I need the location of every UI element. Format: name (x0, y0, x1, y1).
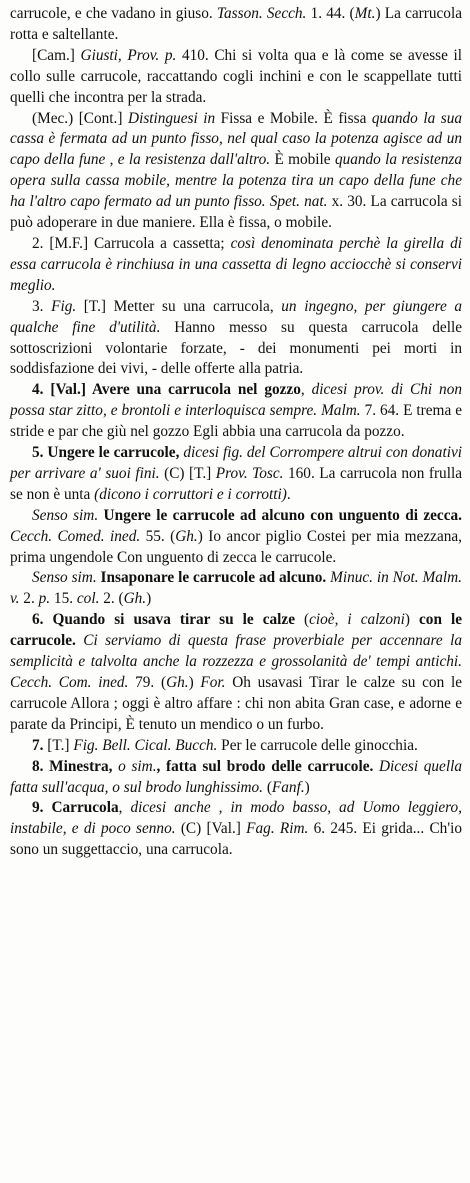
entry-paragraph-6 (10, 443, 462, 506)
text-run: quando la sua cassa è fermata ad un punto fisso, nel qual caso la potenza agisce ad un capo della fune , e la resistenza dall'altro. (10, 109, 462, 169)
text-run: Fag. Rim. (246, 820, 309, 838)
text-run: Fissa e Mobile. È fissa (215, 109, 372, 127)
text-run: Gh. (175, 527, 198, 545)
entry-paragraph-0 (10, 4, 462, 46)
text-run: carrucole, e che vadano in giuso. (10, 5, 217, 22)
text-run: Avere una carrucola nel gozzo (92, 381, 301, 399)
entry-paragraph-5 (10, 380, 462, 443)
entry-paragraph-9 (10, 610, 462, 735)
text-run: dicesi fig. del Corrompere altrui con donativi per arrivare a' suoi fini. (10, 444, 462, 482)
text-run: 410. Chi si volta qua e là come se avesse il collo sulle carrucole, raccattando cogli inchini e con le scappellate tutti quelli che incontra per la strada. (10, 46, 463, 106)
text-run: 6. 245. Ei grida... Ch'io sono un suggettaccio, una carrucola. (10, 820, 462, 859)
text-run: È mobile (270, 151, 335, 169)
text-run: 79. ( (128, 674, 167, 691)
text-run: , (118, 799, 131, 817)
text-run: 55. ( (140, 527, 176, 545)
text-run: [T.] Metter su una carrucola, (76, 297, 282, 315)
text-run: Cecch. Comed. ined. (10, 527, 141, 545)
text-run: 3. (32, 297, 52, 315)
text-run: Distinguesi in (128, 109, 216, 127)
entry-paragraph-1 (10, 46, 462, 109)
text-run: 15. (50, 590, 77, 608)
entry-paragraph-10 (10, 736, 462, 757)
text-run: ) (188, 674, 201, 691)
text-run: Fanf. (271, 778, 305, 796)
entry-paragraph-11 (10, 757, 462, 799)
text-run: ) (146, 590, 152, 608)
text-run: 2. (19, 590, 39, 608)
text-run: 1. 44. ( (306, 5, 355, 22)
text-run: dicesi prov. di Chi non possa star zitto, e brontoli e interloquisca sempre. Malm. (10, 381, 462, 420)
text-run: Oh usavasi Tirar le calze su con le carrucole Allora ; oggi è altro affare : chi non abita Gran case, e adorne e parate da Principi, È tenuto un mendico o un furbo. (10, 674, 462, 733)
text-run: , (300, 381, 312, 399)
text-run: Gh. (123, 590, 147, 608)
text-run: (C) [T.] (159, 464, 216, 482)
text-run: ) (304, 778, 310, 796)
text-run: Minuc. in Not. Malm. v. (10, 569, 462, 608)
text-run: (dicono i corruttori e i corrotti) (94, 485, 287, 503)
text-run: col. (76, 590, 100, 608)
text-run: 5. Ungere le carrucole, (32, 444, 184, 462)
text-run: ( (263, 778, 272, 796)
text-run: [Cam.] (32, 46, 81, 64)
text-run: ( (294, 611, 310, 629)
text-run: 7. 64. E trema e stride e par che giù nel gozzo Egli abbia una carrucola da pozzo. (10, 402, 462, 441)
text-run: Insaponare le carrucole ad alcuno. (100, 569, 327, 587)
text-run: ) (404, 611, 420, 629)
text-run: Per le carrucole delle ginocchia. (217, 736, 418, 754)
text-run: Gh. (166, 674, 189, 691)
text-run: 2. ( (99, 590, 124, 608)
text-run: ) La carrucola rotta e saltellante. (10, 5, 462, 43)
text-run: così denominata perchè la girella di essa carrucola è rinchiusa in una cassetta di legno acciocchè si conservi meglio. (10, 234, 462, 294)
text-run: Giusti, Prov. p. (80, 46, 177, 64)
text-run: un ingegno, per giungere a qualche fine d'utilità. (10, 297, 462, 336)
text-run: Senso sim. (32, 506, 104, 524)
text-run: 7. (32, 736, 48, 754)
text-run: Ungere le carrucole ad alcuno con unguento di zecca. (103, 506, 462, 524)
text-run: Dicesi quella fatta sull'acqua, o sul brodo lunghissimo. (10, 757, 462, 796)
text-run: 8. Minestra, (32, 757, 119, 775)
text-run: o sim. (118, 757, 157, 775)
text-run: 160. La carrucola non frulla se non è unta (10, 464, 462, 503)
text-run: 9. Carrucola (32, 799, 119, 817)
text-run: con le carrucole. (10, 611, 463, 650)
text-run: Mt. (354, 5, 376, 22)
text-run: 4. [Val.] (32, 381, 92, 399)
entry-paragraph-7 (10, 506, 462, 569)
text-run: 2. [M.F.] Carrucola a cassetta; (32, 234, 231, 252)
text-run: cioè, i calzoni (309, 611, 405, 629)
text-run: quando la resistenza opera sulla cassa mobile, mentre la potenza tira un capo della fune che ha l'altro capo fermato ad un punto fisso. Spet. nat. (10, 151, 462, 211)
text-run: Fig. Bell. Cical. Bucch. (73, 736, 218, 754)
text-run: Fig. (51, 297, 77, 315)
text-run: dicesi anche , in modo basso, ad Uomo leggiero, instabile, e di poco senno. (10, 799, 462, 838)
text-run: Senso sim. (32, 569, 101, 587)
text-run: 6. Quando si usava tirar su le calze (32, 611, 295, 629)
text-run: Prov. Tosc. (215, 464, 284, 482)
text-run: . (286, 485, 291, 503)
text-run: Tasson. Secch. (216, 5, 307, 22)
text-run: Hanno messo su questa carrucola delle sottoscrizioni volontarie forzate, - dei monumenti pei morti in soddisfazione dei vivi, - delle offerte alla patria. (10, 318, 462, 378)
text-run: x. 30. La carrucola si può adoperare in due maniere. Ella è fissa, o mobile. (10, 193, 462, 232)
entry-paragraph-8 (10, 568, 462, 610)
entry-paragraph-2 (10, 109, 462, 234)
text-run: p. (38, 590, 51, 608)
text-run: [T.] (47, 736, 74, 754)
text-run: ) Io ancor piglio Costei per mia mezzana, prima ungendole Con unguento di zecca le carrucole. (10, 527, 462, 566)
text-run: (C) [Val.] (175, 820, 247, 838)
text-run: Ci serviamo di questa frase proverbiale per accennare la semplicità e talvolta anche la rozzezza e grossolanità de' tempi antichi. Cecch. Com. ined. (10, 632, 462, 691)
text-run: (Mec.) [Cont.] (32, 109, 129, 127)
entry-paragraph-3 (10, 234, 462, 297)
text-run: For. (200, 674, 226, 691)
text-run: , fatta sul brodo delle carrucole. (156, 757, 374, 775)
entry-paragraph-12 (10, 798, 462, 861)
entry-paragraph-4 (10, 297, 462, 381)
